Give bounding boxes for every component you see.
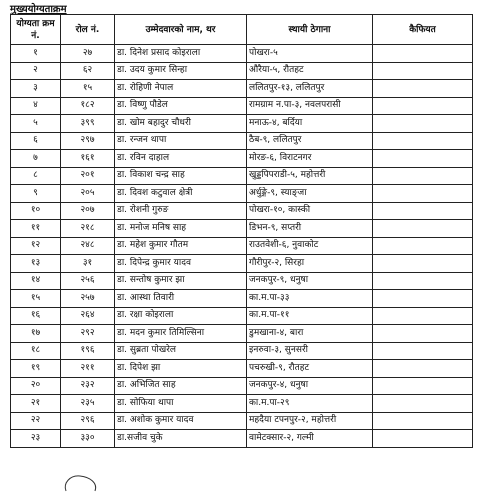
page-title: मुख्ययोग्यताक्रम	[10, 4, 67, 15]
roll-number-cell: २३२	[61, 377, 115, 395]
address-cell: गौरीपुर-२, सिरहा	[247, 255, 373, 273]
merit-number-cell: १९	[11, 360, 61, 378]
table-row	[11, 360, 473, 378]
remarks-cell	[373, 167, 473, 185]
address-cell: का.म.पा-३३	[247, 290, 373, 308]
roll-number-cell: २७	[61, 45, 115, 63]
remarks-cell	[373, 412, 473, 430]
remarks-cell	[373, 62, 473, 80]
table-row	[11, 80, 473, 98]
candidate-name-cell: डा. रोहिणी नेपाल	[115, 80, 247, 98]
roll-number-cell: २६४	[61, 307, 115, 325]
candidate-name-cell: डा.सजीव चुके	[115, 430, 247, 448]
roll-number-cell: २३५	[61, 395, 115, 413]
remarks-cell	[373, 325, 473, 343]
candidate-name-cell: डा. अशोक कुमार यादव	[115, 412, 247, 430]
roll-number-cell: २०७	[61, 202, 115, 220]
merit-number-cell: २१	[11, 395, 61, 413]
address-cell: राउतवेशी-६, नुवाकोट	[247, 237, 373, 255]
table-row	[11, 202, 473, 220]
address-cell: खुड्डपिपराडी-५, महोत्तरी	[247, 167, 373, 185]
remarks-cell	[373, 220, 473, 238]
candidate-name-cell: डा. रक्षा कोइराला	[115, 307, 247, 325]
candidate-name-cell: डा. दिपेश झा	[115, 360, 247, 378]
merit-number-cell: ९	[11, 185, 61, 203]
header-remarks: कैफियत	[373, 15, 473, 45]
candidate-name-cell: डा. मदन कुमार तिमिल्सिना	[115, 325, 247, 343]
address-cell: ललितपुर-१३, ललितपुर	[247, 80, 373, 98]
merit-number-cell: १७	[11, 325, 61, 343]
candidate-name-cell: डा. विकाश चन्द्र साह	[115, 167, 247, 185]
address-cell: वामेटक्सार-२, गल्मी	[247, 430, 373, 448]
remarks-cell	[373, 272, 473, 290]
merit-number-cell: २२	[11, 412, 61, 430]
candidate-name-cell: डा. महेश कुमार गौतम	[115, 237, 247, 255]
remarks-cell	[373, 132, 473, 150]
remarks-cell	[373, 97, 473, 115]
remarks-cell	[373, 237, 473, 255]
roll-number-cell: १५	[61, 80, 115, 98]
roll-number-cell: १९६	[61, 342, 115, 360]
merit-number-cell: ११	[11, 220, 61, 238]
table-row	[11, 220, 473, 238]
merit-list-table	[10, 14, 473, 448]
candidate-name-cell: डा. रोशनी गुरुङ	[115, 202, 247, 220]
address-cell: मोरङ-६, विराटनगर	[247, 150, 373, 168]
table-row	[11, 325, 473, 343]
table-row	[11, 307, 473, 325]
roll-number-cell: ३३०	[61, 430, 115, 448]
roll-number-cell: ३१	[61, 255, 115, 273]
roll-number-cell: २५६	[61, 272, 115, 290]
merit-number-cell: १२	[11, 237, 61, 255]
address-cell: जनकपुर-४, धनुषा	[247, 377, 373, 395]
remarks-cell	[373, 150, 473, 168]
remarks-cell	[373, 307, 473, 325]
merit-number-cell: १	[11, 45, 61, 63]
table-row	[11, 255, 473, 273]
candidate-name-cell: डा. दिनेश प्रसाद कोइराला	[115, 45, 247, 63]
roll-number-cell: १६१	[61, 150, 115, 168]
address-cell: औरैया-५, रौतहट	[247, 62, 373, 80]
candidate-name-cell: डा. सोफिया थापा	[115, 395, 247, 413]
address-cell: डिभन-९, सप्तरी	[247, 220, 373, 238]
roll-number-cell: ३९९	[61, 115, 115, 133]
table-row	[11, 272, 473, 290]
roll-number-cell: ६२	[61, 62, 115, 80]
roll-number-cell: २११	[61, 360, 115, 378]
candidate-name-cell: डा. रविन दाहाल	[115, 150, 247, 168]
merit-number-cell: १३	[11, 255, 61, 273]
remarks-cell	[373, 185, 473, 203]
header-permanent-address: स्थायी ठेगाना	[247, 15, 373, 45]
address-cell: पचरुखी-९, रौतहट	[247, 360, 373, 378]
table-row	[11, 290, 473, 308]
roll-number-cell: २४८	[61, 237, 115, 255]
address-cell: डुमखाना-४, बारा	[247, 325, 373, 343]
roll-number-cell: २९२	[61, 325, 115, 343]
candidate-name-cell: डा. सुब्रता पोखरेल	[115, 342, 247, 360]
merit-number-cell: २३	[11, 430, 61, 448]
table-header-row	[11, 15, 473, 45]
address-cell: मनाऊ-४, बर्दिया	[247, 115, 373, 133]
merit-number-cell: १८	[11, 342, 61, 360]
remarks-cell	[373, 290, 473, 308]
address-cell: का.म.पा-११	[247, 307, 373, 325]
table-row	[11, 97, 473, 115]
candidate-name-cell: डा. रन्जन थापा	[115, 132, 247, 150]
remarks-cell	[373, 45, 473, 63]
candidate-name-cell: डा. दिवश कटुवाल क्षेत्री	[115, 185, 247, 203]
merit-number-cell: १४	[11, 272, 61, 290]
merit-number-cell: १५	[11, 290, 61, 308]
roll-number-cell: २५७	[61, 290, 115, 308]
merit-number-cell: ३	[11, 80, 61, 98]
table-row	[11, 167, 473, 185]
merit-number-cell: १६	[11, 307, 61, 325]
remarks-cell	[373, 202, 473, 220]
candidate-name-cell: डा. सन्तोष कुमार झा	[115, 272, 247, 290]
merit-number-cell: ४	[11, 97, 61, 115]
roll-number-cell: २०५	[61, 185, 115, 203]
table-row	[11, 115, 473, 133]
candidate-name-cell: डा. खोम बहादुर चौधरी	[115, 115, 247, 133]
candidate-name-cell: डा. विष्णु पौडेल	[115, 97, 247, 115]
merit-number-cell: ५	[11, 115, 61, 133]
remarks-cell	[373, 115, 473, 133]
table-row	[11, 377, 473, 395]
candidate-name-cell: डा. अभिजित साह	[115, 377, 247, 395]
roll-number-cell: २९६	[61, 412, 115, 430]
address-cell: अर्धुङ्गे-९, स्याङ्जा	[247, 185, 373, 203]
merit-number-cell: १०	[11, 202, 61, 220]
handwritten-mark-icon	[62, 473, 102, 493]
merit-number-cell: ६	[11, 132, 61, 150]
merit-number-cell: ८	[11, 167, 61, 185]
header-merit-no: योग्यता क्रम नं.	[11, 15, 61, 45]
table-row	[11, 45, 473, 63]
address-cell: महदैया टपनपुर-२, महोत्तरी	[247, 412, 373, 430]
remarks-cell	[373, 342, 473, 360]
merit-number-cell: २०	[11, 377, 61, 395]
roll-number-cell: १८२	[61, 97, 115, 115]
candidate-name-cell: डा. आस्था तिवारी	[115, 290, 247, 308]
table-row	[11, 132, 473, 150]
address-cell: ठैब-९, ललितपुर	[247, 132, 373, 150]
address-cell: का.म.पा-२९	[247, 395, 373, 413]
candidate-name-cell: डा. उदय कुमार सिन्हा	[115, 62, 247, 80]
address-cell: पोखरा-१०, कास्की	[247, 202, 373, 220]
header-candidate-name: उम्मेदवारको नाम, थर	[115, 15, 247, 45]
roll-number-cell: २०१	[61, 167, 115, 185]
roll-number-cell: २१८	[61, 220, 115, 238]
remarks-cell	[373, 377, 473, 395]
roll-number-cell: २९७	[61, 132, 115, 150]
table-row	[11, 62, 473, 80]
header-roll-no: रोल नं.	[61, 15, 115, 45]
address-cell: इनरुवा-३, सुनसरी	[247, 342, 373, 360]
table-row	[11, 430, 473, 448]
address-cell: रामग्राम न.पा-३, नवलपरासी	[247, 97, 373, 115]
merit-number-cell: २	[11, 62, 61, 80]
remarks-cell	[373, 430, 473, 448]
remarks-cell	[373, 80, 473, 98]
table-row	[11, 185, 473, 203]
table-row	[11, 342, 473, 360]
address-cell: पोखरा-५	[247, 45, 373, 63]
address-cell: जनकपुर-९, धनुषा	[247, 272, 373, 290]
merit-number-cell: ७	[11, 150, 61, 168]
candidate-name-cell: डा. दिपेन्द्र कुमार यादव	[115, 255, 247, 273]
remarks-cell	[373, 255, 473, 273]
remarks-cell	[373, 395, 473, 413]
remarks-cell	[373, 360, 473, 378]
table-row	[11, 237, 473, 255]
table-row	[11, 395, 473, 413]
table-row	[11, 150, 473, 168]
table-row	[11, 412, 473, 430]
candidate-name-cell: डा. मनोज मनिष साह	[115, 220, 247, 238]
